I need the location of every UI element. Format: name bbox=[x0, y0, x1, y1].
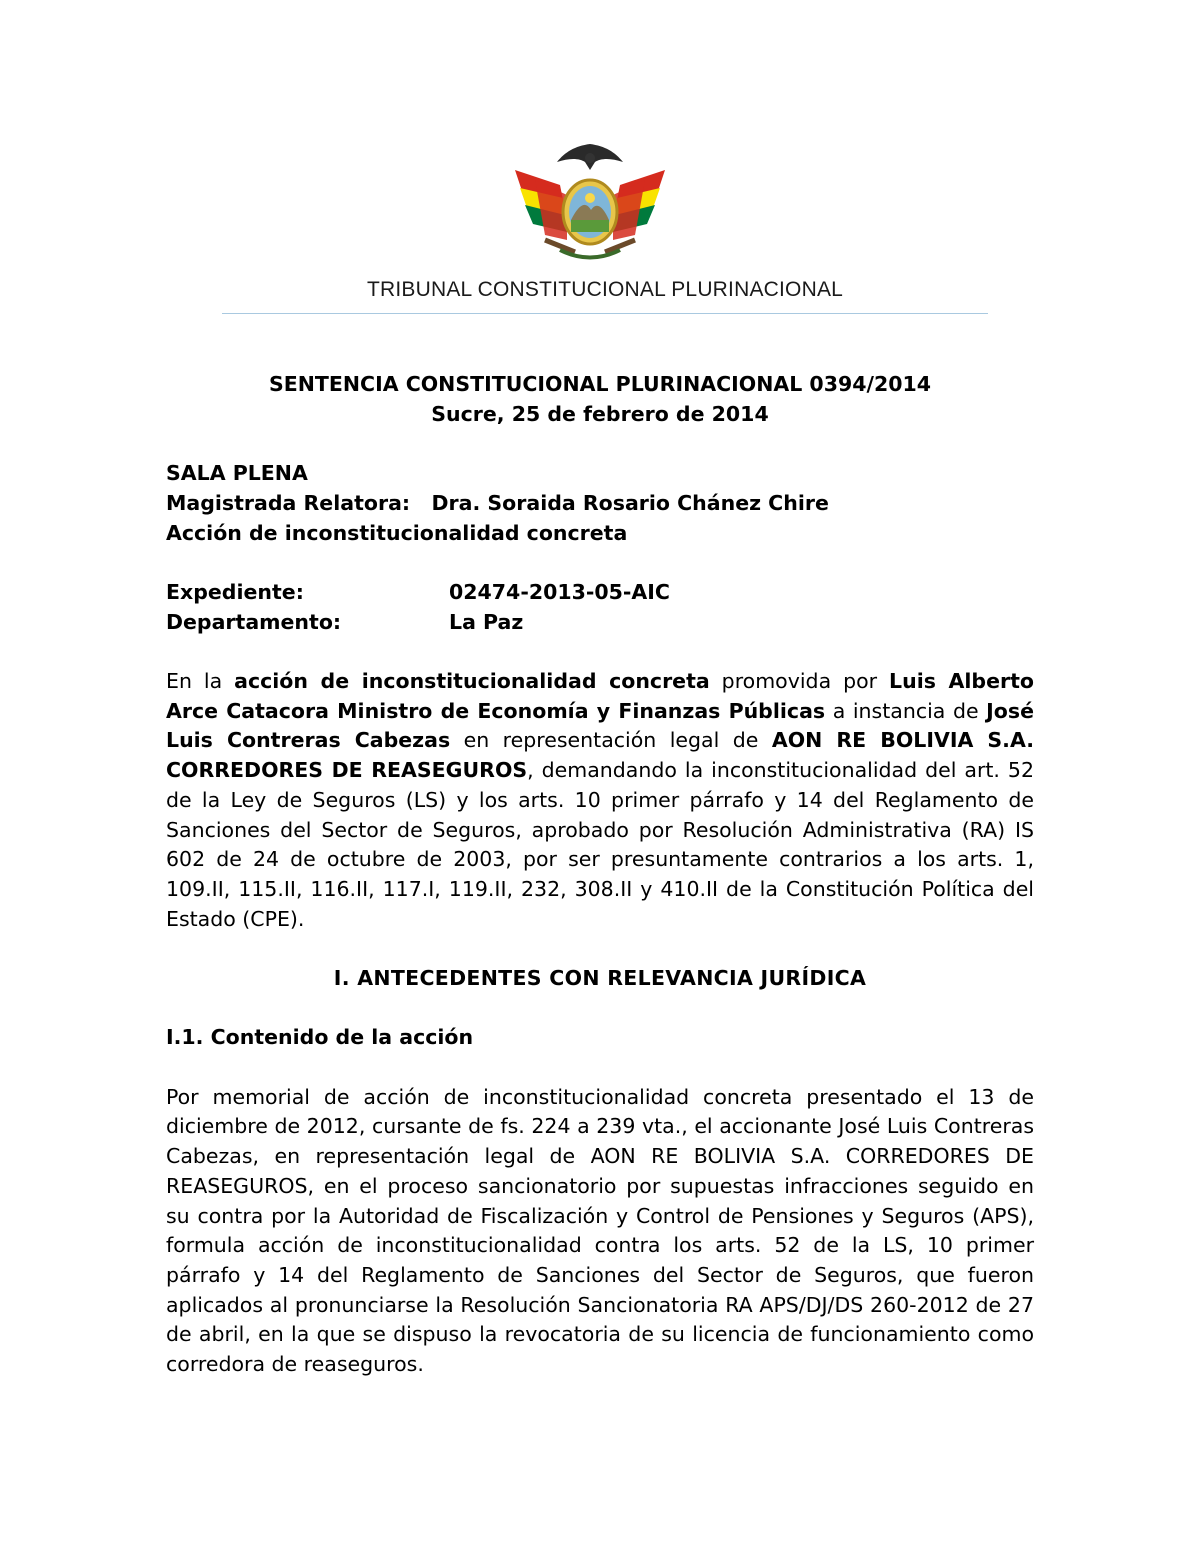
relatora-value: Dra. Soraida Rosario Chánez Chire bbox=[431, 490, 829, 515]
intro-text-2: promovida por bbox=[709, 668, 890, 693]
intro-bold-representative: José Luis Contreras Cabezas bbox=[166, 698, 1034, 753]
departamento-value: La Paz bbox=[449, 609, 524, 634]
relatora-line bbox=[166, 489, 1034, 519]
relatora-label: Magistrada Relatora: bbox=[166, 490, 411, 515]
institution-name: TRIBUNAL CONSTITUCIONAL PLURINACIONAL bbox=[366, 278, 844, 301]
intro-bold-minister: Luis Alberto Arce Catacora Ministro de Economía y Finanzas Públicas bbox=[166, 668, 1034, 723]
intro-bold-accion: acción de inconstitucionalidad concreta bbox=[234, 668, 710, 693]
header-divider bbox=[222, 313, 988, 314]
subsection-heading: I.1. Contenido de la acción bbox=[166, 1025, 474, 1050]
expediente-row bbox=[166, 578, 1034, 608]
section-heading: I. ANTECEDENTES CON RELEVANCIA JURÍDICA bbox=[333, 966, 867, 990]
sentence-date: Sucre, 25 de febrero de 2014 bbox=[431, 401, 769, 426]
sentence-title: SENTENCIA CONSTITUCIONAL PLURINACIONAL 0394/2014 bbox=[268, 372, 932, 396]
expediente-value: 02474-2013-05-AIC bbox=[449, 579, 670, 604]
intro-text-3: a instancia de bbox=[825, 698, 987, 723]
accion-type: Acción de inconstitucionalidad concreta bbox=[166, 520, 628, 545]
departamento-label: Departamento: bbox=[166, 609, 342, 634]
intro-text-4: en representación legal de bbox=[450, 728, 772, 753]
sala-label: SALA PLENA bbox=[166, 461, 308, 486]
content-paragraph: Por memorial de acción de inconstitucionalidad concreta presentado el 13 de diciembre de 2012, cursante de fs. 224 a 239 vta., el accionante José Luis Contreras Cabezas, en representación legal de AON RE BOLIVIA S.A. CORREDORES DE REASEGUROS, en el proceso sancionatorio por supuestas infracciones seguido en su contra por la Autoridad de Fiscalización y Control de Pensiones y Seguros (APS), formula acción de inconstitucionalidad contra los arts. 52 de la LS, 10 primer párrafo y 14 del Reglamento de Sanciones del Sector de Seguros, que fueron aplicados al pronunciarse la Resolución Sancionatoria RA APS/DJ/DS 260-2012 de 27 de abril, en la que se dispuso la revocatoria de su licencia de funcionamiento como corredora de reaseguros. bbox=[166, 1084, 1034, 1377]
bolivia-coat-of-arms-icon bbox=[505, 140, 675, 270]
intro-paragraph bbox=[166, 667, 1034, 934]
intro-bold-company: AON RE BOLIVIA S.A. CORREDORES DE REASEGUROS bbox=[166, 728, 1035, 783]
intro-text-5: , demandando la inconstitucionalidad del art. 52 de la Ley de Seguros (LS) y los arts. 10 primer párrafo y 14 del Reglamento de Sanciones del Sector de Seguros, aprobado por Resolución Administrativa (RA) IS 602 de 24 de octubre de 2003, por ser presuntamente contrarios a los arts. 1, 109.II, 115.II, 116.II, 117.I, 119.II, 232, 308.II y 410.II de la Constitución Política del Estado (CPE). bbox=[166, 758, 1034, 931]
document-body bbox=[166, 370, 1034, 1380]
expediente-label: Expediente: bbox=[166, 579, 304, 604]
intro-text-1: En la bbox=[166, 668, 235, 693]
departamento-row bbox=[166, 608, 1034, 638]
